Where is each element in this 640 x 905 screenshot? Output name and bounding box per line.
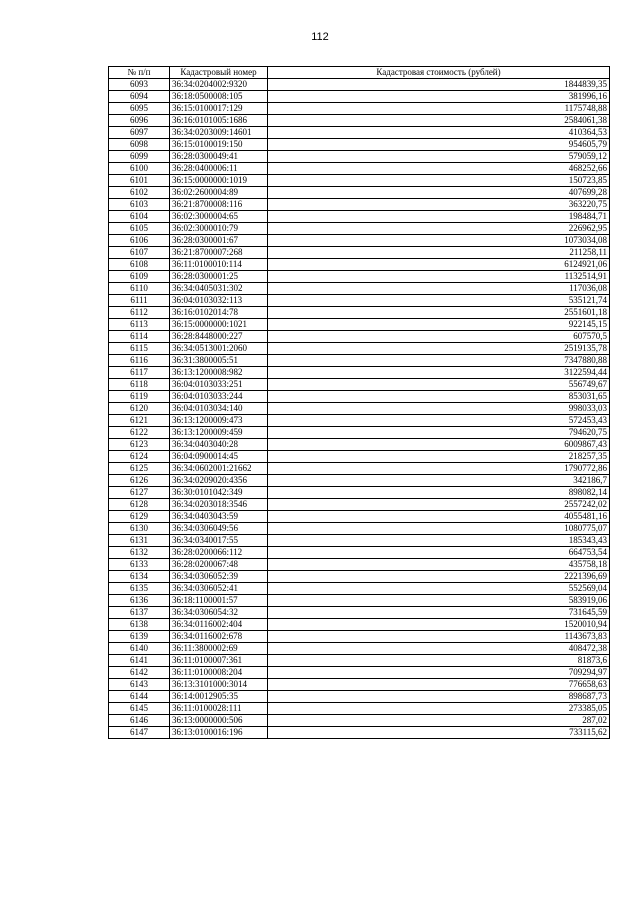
- cadastral-value-cell: 922145,15: [268, 319, 610, 331]
- cadastral-number-cell: 36:34:0340017:55: [170, 535, 268, 547]
- cadastral-number-cell: 36:34:0204002:9320: [170, 79, 268, 91]
- cadastral-value-cell: 381996,16: [268, 91, 610, 103]
- row-number-cell: 6143: [109, 679, 170, 691]
- cadastral-number-cell: 36:34:0403040:28: [170, 439, 268, 451]
- cadastral-value-cell: 954605,79: [268, 139, 610, 151]
- table-row: [109, 115, 610, 127]
- cadastral-number-cell: 36:18:1100001:57: [170, 595, 268, 607]
- table-row: [109, 295, 610, 307]
- table-row: [109, 307, 610, 319]
- row-number-cell: 6111: [109, 295, 170, 307]
- row-number-cell: 6138: [109, 619, 170, 631]
- row-number-cell: 6147: [109, 727, 170, 739]
- cadastral-value-cell: 535121,74: [268, 295, 610, 307]
- column-header-cadastral-value: Кадастровая стоимость (рублей): [268, 67, 610, 79]
- table-row: [109, 679, 610, 691]
- row-number-cell: 6134: [109, 571, 170, 583]
- row-number-cell: 6144: [109, 691, 170, 703]
- row-number-cell: 6146: [109, 715, 170, 727]
- cadastral-value-cell: 273385,05: [268, 703, 610, 715]
- table-row: [109, 415, 610, 427]
- row-number-cell: 6095: [109, 103, 170, 115]
- row-number-cell: 6105: [109, 223, 170, 235]
- table-row: [109, 691, 610, 703]
- table-row: [109, 211, 610, 223]
- cadastral-number-cell: 36:16:0102014:78: [170, 307, 268, 319]
- cadastral-value-cell: 794620,75: [268, 427, 610, 439]
- table-row: [109, 703, 610, 715]
- table-row: [109, 331, 610, 343]
- cadastral-number-cell: 36:11:0100028:111: [170, 703, 268, 715]
- cadastral-value-cell: 211258,11: [268, 247, 610, 259]
- table-row: [109, 487, 610, 499]
- table-row: [109, 451, 610, 463]
- row-number-cell: 6137: [109, 607, 170, 619]
- table-row: [109, 655, 610, 667]
- cadastral-number-cell: 36:34:0306052:39: [170, 571, 268, 583]
- row-number-cell: 6110: [109, 283, 170, 295]
- cadastral-value-cell: 81873,6: [268, 655, 610, 667]
- table-body: [109, 79, 610, 739]
- row-number-cell: 6113: [109, 319, 170, 331]
- cadastral-value-cell: 664753,54: [268, 547, 610, 559]
- cadastral-value-cell: 898687,73: [268, 691, 610, 703]
- row-number-cell: 6112: [109, 307, 170, 319]
- cadastral-value-cell: 1844839,35: [268, 79, 610, 91]
- table-row: [109, 547, 610, 559]
- row-number-cell: 6130: [109, 523, 170, 535]
- row-number-cell: 6114: [109, 331, 170, 343]
- row-number-cell: 6120: [109, 403, 170, 415]
- row-number-cell: 6118: [109, 379, 170, 391]
- row-number-cell: 6117: [109, 367, 170, 379]
- row-number-cell: 6108: [109, 259, 170, 271]
- table-row: [109, 391, 610, 403]
- cadastral-number-cell: 36:04:0103033:251: [170, 379, 268, 391]
- cadastral-value-cell: 2584061,38: [268, 115, 610, 127]
- row-number-cell: 6126: [109, 475, 170, 487]
- cadastral-number-cell: 36:34:0602001:21662: [170, 463, 268, 475]
- cadastral-value-cell: 1080775,07: [268, 523, 610, 535]
- row-number-cell: 6101: [109, 175, 170, 187]
- cadastral-number-cell: 36:34:0306052:41: [170, 583, 268, 595]
- table-row: [109, 91, 610, 103]
- row-number-cell: 6123: [109, 439, 170, 451]
- table-row: [109, 259, 610, 271]
- row-number-cell: 6124: [109, 451, 170, 463]
- cadastral-number-cell: 36:30:0101042:349: [170, 487, 268, 499]
- cadastral-value-cell: 607570,5: [268, 331, 610, 343]
- cadastral-number-cell: 36:28:0300001:67: [170, 235, 268, 247]
- cadastral-number-cell: 36:28:0200067:48: [170, 559, 268, 571]
- cadastral-number-cell: 36:11:0100010:114: [170, 259, 268, 271]
- cadastral-number-cell: 36:13:3101000:3014: [170, 679, 268, 691]
- cadastral-number-cell: 36:18:0500008:105: [170, 91, 268, 103]
- row-number-cell: 6098: [109, 139, 170, 151]
- cadastral-value-cell: 7347880,88: [268, 355, 610, 367]
- page-number: 112: [311, 31, 329, 43]
- cadastral-value-cell: 198484,71: [268, 211, 610, 223]
- cadastral-number-cell: 36:02:3000010:79: [170, 223, 268, 235]
- cadastral-number-cell: 36:34:0403043:59: [170, 511, 268, 523]
- table-row: [109, 247, 610, 259]
- row-number-cell: 6094: [109, 91, 170, 103]
- cadastral-number-cell: 36:28:0400006:11: [170, 163, 268, 175]
- cadastral-number-cell: 36:04:0103033:244: [170, 391, 268, 403]
- cadastral-value-cell: 853031,65: [268, 391, 610, 403]
- cadastral-value-cell: 731645,59: [268, 607, 610, 619]
- cadastral-number-cell: 36:15:0000000:1019: [170, 175, 268, 187]
- cadastral-value-cell: 1143673,83: [268, 631, 610, 643]
- table-row: [109, 727, 610, 739]
- cadastral-number-cell: 36:28:0300049:41: [170, 151, 268, 163]
- cadastral-number-cell: 36:34:0209020:4356: [170, 475, 268, 487]
- cadastral-value-cell: 226962,95: [268, 223, 610, 235]
- cadastral-value-cell: 6124921,06: [268, 259, 610, 271]
- cadastral-value-cell: 408472,38: [268, 643, 610, 655]
- cadastral-number-cell: 36:34:0116002:678: [170, 631, 268, 643]
- cadastral-value-cell: 363220,75: [268, 199, 610, 211]
- cadastral-number-cell: 36:15:0000000:1021: [170, 319, 268, 331]
- table-row: [109, 199, 610, 211]
- row-number-cell: 6145: [109, 703, 170, 715]
- table-row: [109, 427, 610, 439]
- cadastral-number-cell: 36:04:0103034:140: [170, 403, 268, 415]
- table-row: [109, 283, 610, 295]
- row-number-cell: 6131: [109, 535, 170, 547]
- row-number-cell: 6142: [109, 667, 170, 679]
- cadastral-number-cell: 36:13:1200009:473: [170, 415, 268, 427]
- cadastral-value-cell: 2519135,78: [268, 343, 610, 355]
- cadastral-number-cell: 36:34:0306054:32: [170, 607, 268, 619]
- cadastral-value-cell: 117036,08: [268, 283, 610, 295]
- table-row: [109, 475, 610, 487]
- cadastral-number-cell: 36:04:0900014:45: [170, 451, 268, 463]
- cadastral-value-cell: 1520010,94: [268, 619, 610, 631]
- row-number-cell: 6103: [109, 199, 170, 211]
- row-number-cell: 6141: [109, 655, 170, 667]
- cadastral-value-cell: 583919,06: [268, 595, 610, 607]
- row-number-cell: 6093: [109, 79, 170, 91]
- cadastral-number-cell: 36:28:0200066:112: [170, 547, 268, 559]
- row-number-cell: 6097: [109, 127, 170, 139]
- cadastral-number-cell: 36:11:0100008:204: [170, 667, 268, 679]
- row-number-cell: 6121: [109, 415, 170, 427]
- cadastral-value-cell: 150723,85: [268, 175, 610, 187]
- cadastral-number-cell: 36:21:8700008:116: [170, 199, 268, 211]
- table-row: [109, 511, 610, 523]
- table-row: [109, 619, 610, 631]
- row-number-cell: 6127: [109, 487, 170, 499]
- table-row: [109, 403, 610, 415]
- table-row: [109, 571, 610, 583]
- cadastral-value-cell: 552569,04: [268, 583, 610, 595]
- cadastral-number-cell: 36:11:0100007:361: [170, 655, 268, 667]
- cadastral-value-cell: 3122594,44: [268, 367, 610, 379]
- cadastral-number-cell: 36:16:0101005:1686: [170, 115, 268, 127]
- cadastral-value-cell: 218257,35: [268, 451, 610, 463]
- column-header-cadastral-number: Кадастровый номер: [170, 67, 268, 79]
- table-row: [109, 355, 610, 367]
- cadastral-value-cell: 579059,12: [268, 151, 610, 163]
- table-row: [109, 103, 610, 115]
- row-number-cell: 6116: [109, 355, 170, 367]
- row-number-cell: 6106: [109, 235, 170, 247]
- cadastral-number-cell: 36:34:0306049:56: [170, 523, 268, 535]
- cadastral-value-cell: 185343,43: [268, 535, 610, 547]
- cadastral-value-cell: 733115,62: [268, 727, 610, 739]
- cadastral-number-cell: 36:34:0405031:302: [170, 283, 268, 295]
- cadastral-value-cell: 998033,03: [268, 403, 610, 415]
- cadastral-value-cell: 2221396,69: [268, 571, 610, 583]
- cadastral-number-cell: 36:11:3800002:69: [170, 643, 268, 655]
- cadastral-value-cell: 435758,18: [268, 559, 610, 571]
- table-row: [109, 79, 610, 91]
- cadastral-number-cell: 36:04:0103032:113: [170, 295, 268, 307]
- cadastral-number-cell: 36:34:0203009:14601: [170, 127, 268, 139]
- cadastral-value-cell: 6009867,43: [268, 439, 610, 451]
- cadastral-number-cell: 36:34:0203018:3546: [170, 499, 268, 511]
- table-header-row: [109, 67, 610, 79]
- cadastral-value-table: [108, 66, 610, 739]
- row-number-cell: 6129: [109, 511, 170, 523]
- cadastral-value-cell: 709294,97: [268, 667, 610, 679]
- cadastral-number-cell: 36:34:0513001:2060: [170, 343, 268, 355]
- table-row: [109, 163, 610, 175]
- row-number-cell: 6102: [109, 187, 170, 199]
- cadastral-number-cell: 36:13:1200009:459: [170, 427, 268, 439]
- cadastral-value-cell: 556749,67: [268, 379, 610, 391]
- cadastral-value-cell: 1175748,88: [268, 103, 610, 115]
- table-row: [109, 595, 610, 607]
- table-row: [109, 667, 610, 679]
- row-number-cell: 6125: [109, 463, 170, 475]
- cadastral-number-cell: 36:21:8700007:268: [170, 247, 268, 259]
- cadastral-number-cell: 36:13:1200008:982: [170, 367, 268, 379]
- cadastral-value-cell: 287,02: [268, 715, 610, 727]
- row-number-cell: 6099: [109, 151, 170, 163]
- row-number-cell: 6122: [109, 427, 170, 439]
- table-row: [109, 523, 610, 535]
- cadastral-number-cell: 36:31:3800005:51: [170, 355, 268, 367]
- table-row: [109, 223, 610, 235]
- cadastral-value-cell: 4055481,16: [268, 511, 610, 523]
- cadastral-value-cell: 2551601,18: [268, 307, 610, 319]
- cadastral-number-cell: 36:14:0012905:35: [170, 691, 268, 703]
- row-number-cell: 6107: [109, 247, 170, 259]
- cadastral-value-cell: 468252,66: [268, 163, 610, 175]
- cadastral-number-cell: 36:15:0100019:150: [170, 139, 268, 151]
- table-row: [109, 607, 610, 619]
- row-number-cell: 6132: [109, 547, 170, 559]
- table-row: [109, 319, 610, 331]
- table-row: [109, 139, 610, 151]
- row-number-cell: 6115: [109, 343, 170, 355]
- cadastral-number-cell: 36:28:0300001:25: [170, 271, 268, 283]
- table-row: [109, 535, 610, 547]
- table-row: [109, 439, 610, 451]
- row-number-cell: 6128: [109, 499, 170, 511]
- cadastral-value-cell: 1790772,86: [268, 463, 610, 475]
- table-row: [109, 235, 610, 247]
- cadastral-value-cell: 2557242,02: [268, 499, 610, 511]
- cadastral-number-cell: 36:13:0000000:506: [170, 715, 268, 727]
- table-row: [109, 367, 610, 379]
- row-number-cell: 6119: [109, 391, 170, 403]
- row-number-cell: 6139: [109, 631, 170, 643]
- row-number-cell: 6096: [109, 115, 170, 127]
- cadastral-value-cell: 898082,14: [268, 487, 610, 499]
- cadastral-value-cell: 1073034,08: [268, 235, 610, 247]
- column-header-number: № п/п: [109, 67, 170, 79]
- table-row: [109, 631, 610, 643]
- table-row: [109, 583, 610, 595]
- table-row: [109, 643, 610, 655]
- table-row: [109, 151, 610, 163]
- cadastral-number-cell: 36:02:3000004:65: [170, 211, 268, 223]
- row-number-cell: 6104: [109, 211, 170, 223]
- table-row: [109, 379, 610, 391]
- cadastral-value-cell: 1132514,91: [268, 271, 610, 283]
- cadastral-value-cell: 342186,7: [268, 475, 610, 487]
- table-row: [109, 271, 610, 283]
- cadastral-number-cell: 36:34:0116002:404: [170, 619, 268, 631]
- cadastral-number-cell: 36:28:8448000:227: [170, 331, 268, 343]
- row-number-cell: 6140: [109, 643, 170, 655]
- cadastral-value-cell: 407699,28: [268, 187, 610, 199]
- table-row: [109, 127, 610, 139]
- cadastral-number-cell: 36:02:2600004:89: [170, 187, 268, 199]
- table-row: [109, 559, 610, 571]
- table-row: [109, 463, 610, 475]
- cadastral-value-cell: 776658,63: [268, 679, 610, 691]
- row-number-cell: 6135: [109, 583, 170, 595]
- table-row: [109, 499, 610, 511]
- cadastral-number-cell: 36:13:0100016:196: [170, 727, 268, 739]
- cadastral-value-cell: 410364,53: [268, 127, 610, 139]
- table-row: [109, 343, 610, 355]
- table-row: [109, 715, 610, 727]
- cadastral-number-cell: 36:15:0100017:129: [170, 103, 268, 115]
- row-number-cell: 6136: [109, 595, 170, 607]
- row-number-cell: 6133: [109, 559, 170, 571]
- row-number-cell: 6109: [109, 271, 170, 283]
- cadastral-value-cell: 572453,43: [268, 415, 610, 427]
- table-row: [109, 187, 610, 199]
- row-number-cell: 6100: [109, 163, 170, 175]
- table-row: [109, 175, 610, 187]
